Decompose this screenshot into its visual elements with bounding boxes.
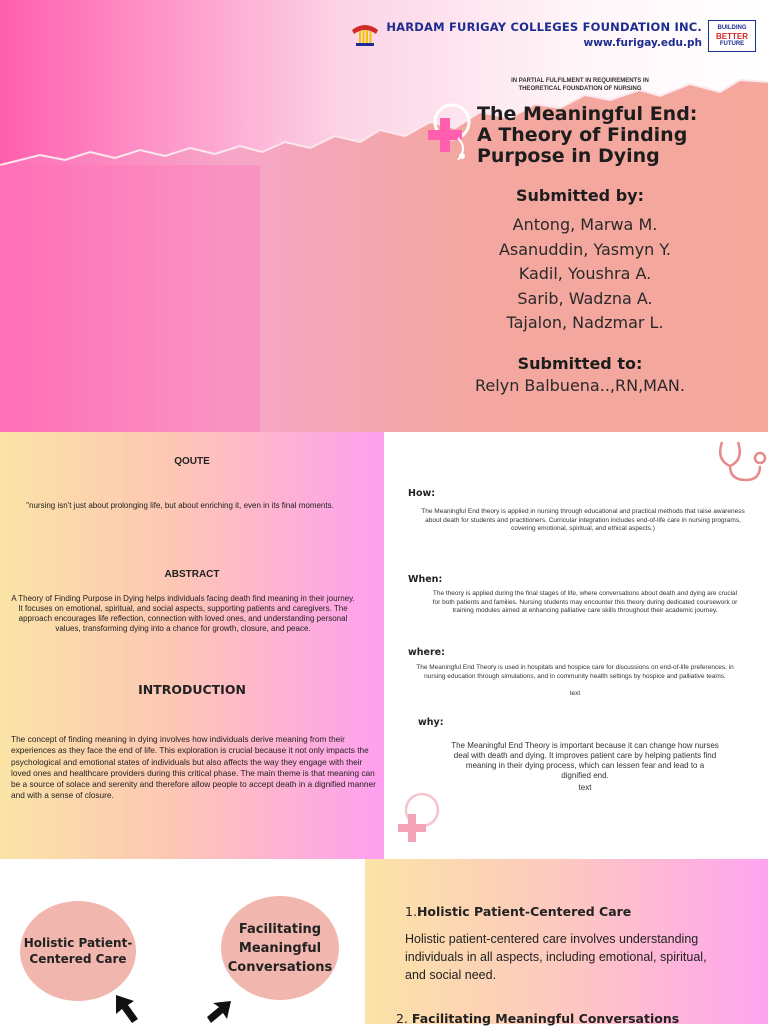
why-text: The Meaningful End Theory is important because it can change how nurses deal with death and dying. It improves patient care by helping patients find meaning in their dying process, which can lessen fear and lead to a dignified end. <box>451 741 719 780</box>
badge-line: BUILDING <box>717 24 747 31</box>
badge-line: BETTER <box>716 31 748 41</box>
arrow-up-right-icon <box>205 999 235 1024</box>
cover-header <box>0 0 768 432</box>
requirement-line: THEORETICAL FOUNDATION OF NURSING <box>518 86 642 92</box>
how-label: How: <box>408 488 436 499</box>
why-extra: text <box>578 783 592 792</box>
left-panel <box>0 432 384 859</box>
submitted-by-label: Submitted by: <box>516 186 644 205</box>
concept-details <box>365 859 768 1024</box>
school-seal-icon <box>350 20 380 48</box>
nursing-cross-stethoscope-icon <box>418 100 482 168</box>
concept-bubble-holistic: Holistic Patient-Centered Care <box>20 901 136 1001</box>
author-name: Sarib, Wadzna A. <box>517 288 653 308</box>
adviser-name: Relyn Balbuena..,RN,MAN. <box>475 376 685 395</box>
where-label: where: <box>408 647 445 658</box>
item-number: 2. <box>396 1011 408 1026</box>
introduction-text: The concept of finding meaning in dying involves how individuals derive meaning from their experiences as they face the end of life. This exploration is crucial because it not only impacts the psychological and emotional states of individuals but also affects the way they engage with their loved ones and healthcare providers during this critical phase. The main theme is that meaning can be a source of solace and serenity and therefore allow people to accept death in a dignified manner and with a sense of closure. <box>11 734 376 801</box>
school-url[interactable]: www.furigay.edu.ph <box>583 37 702 49</box>
why-label: why: <box>418 717 444 728</box>
nursing-cross-icon <box>392 788 444 850</box>
item-number: 1. <box>405 904 417 919</box>
author-name: Kadil, Youshra A. <box>518 264 652 283</box>
right-panel <box>384 432 768 859</box>
item-1-text: Holistic patient-centered care involves understanding individuals in all aspects, including emotional, spiritual, and social need. <box>405 932 707 982</box>
tagline-badge <box>708 20 756 52</box>
badge-line: FUTURE <box>719 40 745 47</box>
introduction-heading: INTRODUCTION <box>138 682 246 697</box>
requirement-line: IN PARTIAL FULFILMENT IN REQUIREMENTS IN <box>511 78 649 84</box>
item-title: Facilitating Meaningful Conversations <box>411 1011 680 1026</box>
quote-heading: QOUTE <box>174 456 210 467</box>
where-extra: text <box>569 690 581 697</box>
quote-text: "nursing isn't just about prolonging life, but about enriching it, even in its final moments. <box>26 501 334 510</box>
when-label: When: <box>408 574 443 585</box>
author-list <box>480 213 690 336</box>
author-name: Asanuddin, Yasmyn Y. <box>498 239 672 259</box>
stethoscope-icon <box>714 436 768 486</box>
school-logo-block <box>350 20 756 52</box>
author-name: Tajalon, Nadzmar L. <box>506 313 664 332</box>
title-line: The Meaningful End: <box>477 103 698 125</box>
submitted-to-label: Submitted to: <box>517 354 643 373</box>
concept-map <box>0 859 365 1024</box>
author-name: Antong, Marwa M. <box>512 215 658 234</box>
title-line: Purpose in Dying <box>477 145 660 167</box>
item-1-heading <box>405 904 631 919</box>
title-line: A Theory of Finding <box>477 124 688 146</box>
concept-bubble-conversations: Facilitating Meaningful Conversations <box>221 896 339 1000</box>
item-title: Holistic Patient-Centered Care <box>416 904 632 919</box>
how-text: The Meaningful End theory is applied in nursing through educational and practical methods that raise awareness about death for students and practitioners. Curricular integration includes end-of-life care in nursing programs, covering emotional, spiritual, and ethical aspects.) <box>421 508 745 532</box>
requirement-note <box>470 77 690 93</box>
when-text: The theory is applied during the final stages of life, where conversations about death and dying are crucial for both patients and families. Nursing students may encounter this theory during dedicated coursework or training modules aimed at enhancing palliative care skills throughout their academic journey. <box>432 590 738 614</box>
abstract-text: A Theory of Finding Purpose in Dying helps individuals facing death find meaning in their journey. It focuses on emotional, spiritual, and social aspects, supporting patients and caregivers. The approach encourages life reflection, connection with loved ones, and understanding personal values, transforming dying into a chance for growth, closure, and peace. <box>11 594 355 633</box>
abstract-heading: ABSTRACT <box>164 569 220 580</box>
school-name: HARDAM FURIGAY COLLEGES FOUNDATION INC. <box>386 20 702 34</box>
where-text: The Meaningful End Theory is used in hospitals and hospice care for discussions on end-of-life preferences, in nursing education through simulations, and in community health settings by hospice and palliative teams. <box>416 664 734 680</box>
arrow-up-left-icon <box>110 993 140 1024</box>
document-title <box>477 104 697 167</box>
